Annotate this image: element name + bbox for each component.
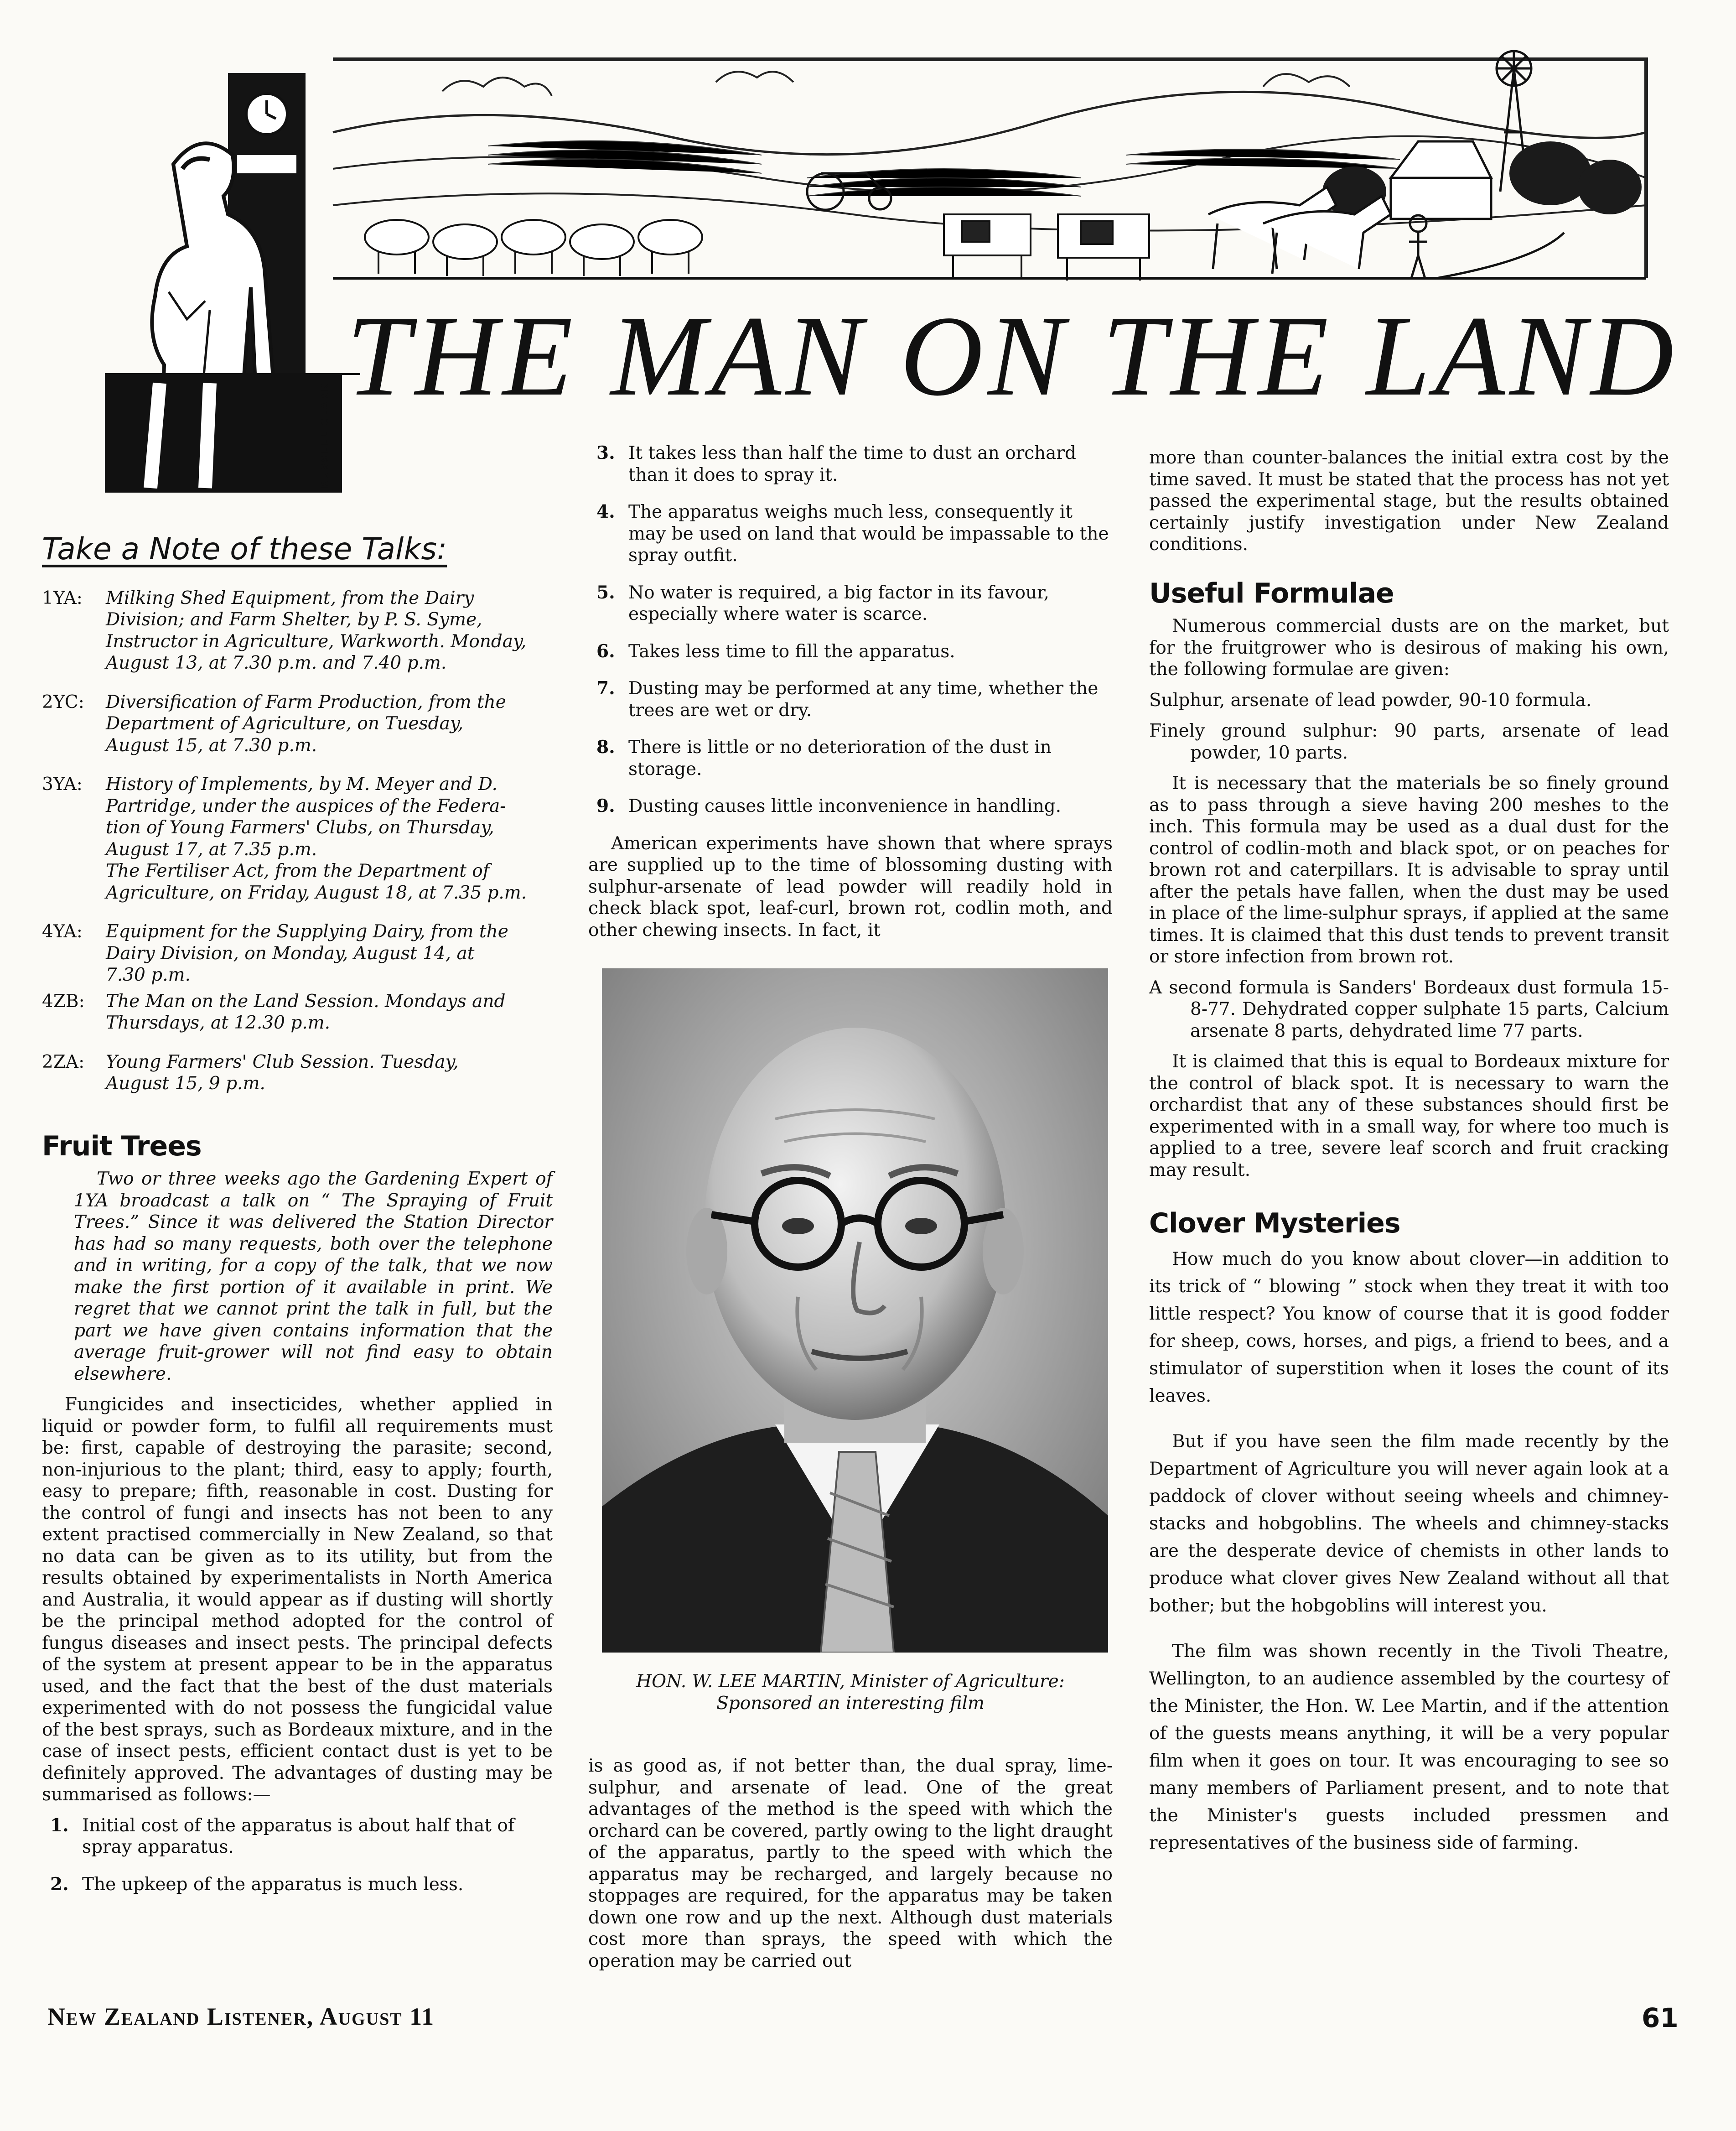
page-number: 61 xyxy=(1642,2002,1679,2033)
talk-text: Equipment for the Supplying Dairy, from the Dairy Division, on Monday, August 14, at 7.30 p.m. xyxy=(106,921,508,985)
column-left xyxy=(42,447,553,1911)
useful-formulae-heading: Useful Formulae xyxy=(1149,577,1394,609)
body-paragraph: American experiments have shown that where sprays are supplied up to the time of blossoming dusting with sulphur-arsenate of lead powder will readily hold in check black spot, leaf-curl, brown rot, codlin moth, and other chewing insects. In fact, it xyxy=(588,833,1113,941)
column-middle xyxy=(588,442,1113,1981)
body-paragraph: Fungicides and insecticides, whether applied in liquid or powder form, to fulfil all requirements must be: first, capable of destroying the parasite; second, non-injurious to the plant; third, easy to apply; fourth, easy to prepare; fifth, reasonable in cost. Dusting for the control of fungi and insects has not been to any extent practised commercially in New Zealand, so that no data can be given as to its utility, but from the results obtained by experimentalists in North America and Australia, it would appear as if dusting will shortly be the principal method adopted for the control of fungus diseases and insect pests. The principal defects of the system at present appear to be in the apparatus used, and the fact that the best of the dust materials experimented with do not possess the fungicidal value of the best sprays, such as Bordeaux mixture, and in the case of insect pests, efficient contact dust is yet to be definitely approved. The advantages of dusting may be summarised as follows:— xyxy=(42,1394,553,1805)
list-item: 8. There is little or no deterioration of the dust in storage. xyxy=(596,737,1052,780)
body-paragraph: more than counter-balances the initial extra cost by the time saved. It must be stated that the process has not yet passed the experimental stage, but the results obtained certainly justify investigation under New Zealand conditions. xyxy=(1149,447,1669,555)
list-item: 3. It takes less than half the time to dust an orchard than it does to spray it. xyxy=(596,442,1077,485)
body-paragraph: How much do you know about clover—in addition to its trick of “ blowing ” stock when they treat it with too little respect? You know of course that it is good fodder for sheep, cows, horses, and pigs, a friend to bees, and a stimulator of superstition when it loses the count of its leaves. xyxy=(1149,1248,1669,1406)
body-paragraph: The film was shown recently in the Tivoli Theatre, Wellington, to an audience assembled by the courtesy of the Minister, the Hon. W. Lee Martin, and if the attention of the guests means anything, it will be a very popular film when it goes on tour. It was encouraging to see so many members of Parliament present, and to note that the Minister's guests included pressmen and representatives of the business side of farming. xyxy=(1149,1641,1669,1853)
body-paragraph: is as good as, if not better than, the dual spray, lime-sulphur, and arsenate of lead. One of the great advantages of the method is the speed with which the orchard can be covered, partly owing to the light draught of the apparatus, partly to the speed with which the apparatus may be recharged, and largely because no stoppages are required, for the apparatus may be taken down one row and up the next. Although dust materials cost more than sprays, the speed with which the operation may be carried out xyxy=(588,1756,1113,1971)
talks-heading: Take a Note of these Talks: xyxy=(42,531,447,567)
list-item: 5. No water is required, a big factor in its favour, especially where water is scarce. xyxy=(596,582,1049,624)
body-paragraph: It is claimed that this is equal to Bordeaux mixture for the control of black spot. It is necessary to warn the orchardist that any of these substances should first be experimented with in a small way, for where too much is applied to a tree, severe leaf scorch and fruit cracking may result. xyxy=(1149,1051,1669,1180)
list-item: 6. Takes less time to fill the apparatus. xyxy=(596,640,955,662)
photo-caption: HON. W. LEE MARTIN, Minister of Agriculture: Sponsored an interesting film xyxy=(636,1671,1065,1714)
body-paragraph: It is necessary that the materials be so finely ground as to pass through a sieve having 200 meshes to the inch. This formula may be used as a dual dust for the control of codlin-moth and black spot, or on peaches for brown rot and caterpillars. It is advisable to spray until after the petals have fallen, when the dust may be used in place of the lime-sulphur sprays, if applied at the same times. It is claimed that this dust tends to prevent transit or store infection from brown rot. xyxy=(1149,773,1669,967)
list-item: 9. Dusting causes little inconvenience in handling. xyxy=(596,795,1062,816)
talk-text: Young Farmers' Club Session. Tuesday, August 15, 9 p.m. xyxy=(106,1051,459,1094)
talk-item xyxy=(42,921,553,986)
formula-line: Finely ground sulphur: 90 parts, arsenate of lead powder, 10 parts. xyxy=(1149,721,1669,763)
station-label: 2ZA: xyxy=(42,1051,85,1072)
station-label: 4ZB: xyxy=(42,991,85,1012)
formula-line: Sulphur, arsenate of lead powder, 90-10 formula. xyxy=(1149,690,1592,711)
minister-portrait-photo xyxy=(602,968,1108,1653)
body-paragraph: But if you have seen the film made recently by the Department of Agriculture you will never again look at a paddock of clover without seeing wheels and chimney-stacks and hobgoblins. The wheels and chimney-stacks are the desperate device of chemists in other lands to produce what clover gives New Zealand without all that bother; but the hobgoblins will interest you. xyxy=(1149,1431,1669,1616)
talk-item xyxy=(42,691,553,757)
fruit-trees-heading: Fruit Trees xyxy=(42,1130,202,1162)
advantages-list xyxy=(42,1815,553,1896)
station-label: 1YA: xyxy=(42,587,83,608)
artist-signature: RUSSELL CLARK xyxy=(319,382,330,488)
talk-item xyxy=(42,774,553,904)
station-label: 3YA: xyxy=(42,774,83,795)
body-paragraph: Numerous commercial dusts are on the market, but for the fruitgrower who is desirous of making his own, the following formulae are given: xyxy=(1149,616,1669,680)
clover-mysteries-heading: Clover Mysteries xyxy=(1149,1207,1400,1239)
list-item: 4. The apparatus weighs much less, consequently it may be used on land that would be impassable to the spray outfit. xyxy=(596,501,1109,566)
talk-text: History of Implements, by M. Meyer and D. Partridge, under the auspices of the Federa- tion of Young Farmers' Clubs, on Thursday, August 17, at 7.35 p.m. The Fertiliser Act, from the Department of Agriculture, on Friday, August 18, at 7.35 p.m. xyxy=(106,774,527,903)
list-item: 7. Dusting may be performed at any time, whether the trees are wet or dry. xyxy=(596,678,1099,721)
talk-item xyxy=(42,1051,553,1095)
editor-intro: Two or three weeks ago the Gardening Expert of 1YA broadcast a talk on “ The Spraying of Fruit Trees.” Since it was delivered the Station Director has had so many requests, both over the telephone and in writing, for a copy of the talk, that we now make the first portion of it available in print. We regret that we cannot print the talk in full, but the part we have given contains information that the average fruit-grower will not find easy to obtain elsewhere. xyxy=(74,1169,553,1384)
list-item: 1. Initial cost of the apparatus is about half that of spray apparatus. xyxy=(50,1814,515,1857)
formula-line: A second formula is Sanders' Bordeaux dust formula 15-8-77. Dehydrated copper sulphate 15 parts, Calcium arsenate 8 parts, dehydrated lime 77 parts. xyxy=(1149,977,1669,1041)
station-label: 4YA: xyxy=(42,921,83,942)
talk-text: Diversification of Farm Production, from the Department of Agriculture, on Tuesday, August 15, at 7.30 p.m. xyxy=(106,691,506,756)
publication-footer: New Zealand Listener, August 11 xyxy=(47,2003,435,2030)
list-item: 2. The upkeep of the apparatus is much less. xyxy=(50,1873,464,1895)
talk-item xyxy=(42,991,553,1034)
talk-text: Milking Shed Equipment, from the Dairy Division; and Farm Shelter, by P. S. Syme, Instructor in Agriculture, Warkworth. Monday, August 13, at 7.30 p.m. and 7.40 p.m. xyxy=(106,587,527,673)
talk-item xyxy=(42,587,553,674)
station-label: 2YC: xyxy=(42,691,84,712)
page-title: THE MAN ON THE LAND xyxy=(347,292,1679,420)
talk-text: The Man on the Land Session. Mondays and Thursdays, at 12.30 p.m. xyxy=(106,991,506,1033)
column-right xyxy=(1149,447,1669,1866)
advantages-list-continued xyxy=(588,442,1113,817)
